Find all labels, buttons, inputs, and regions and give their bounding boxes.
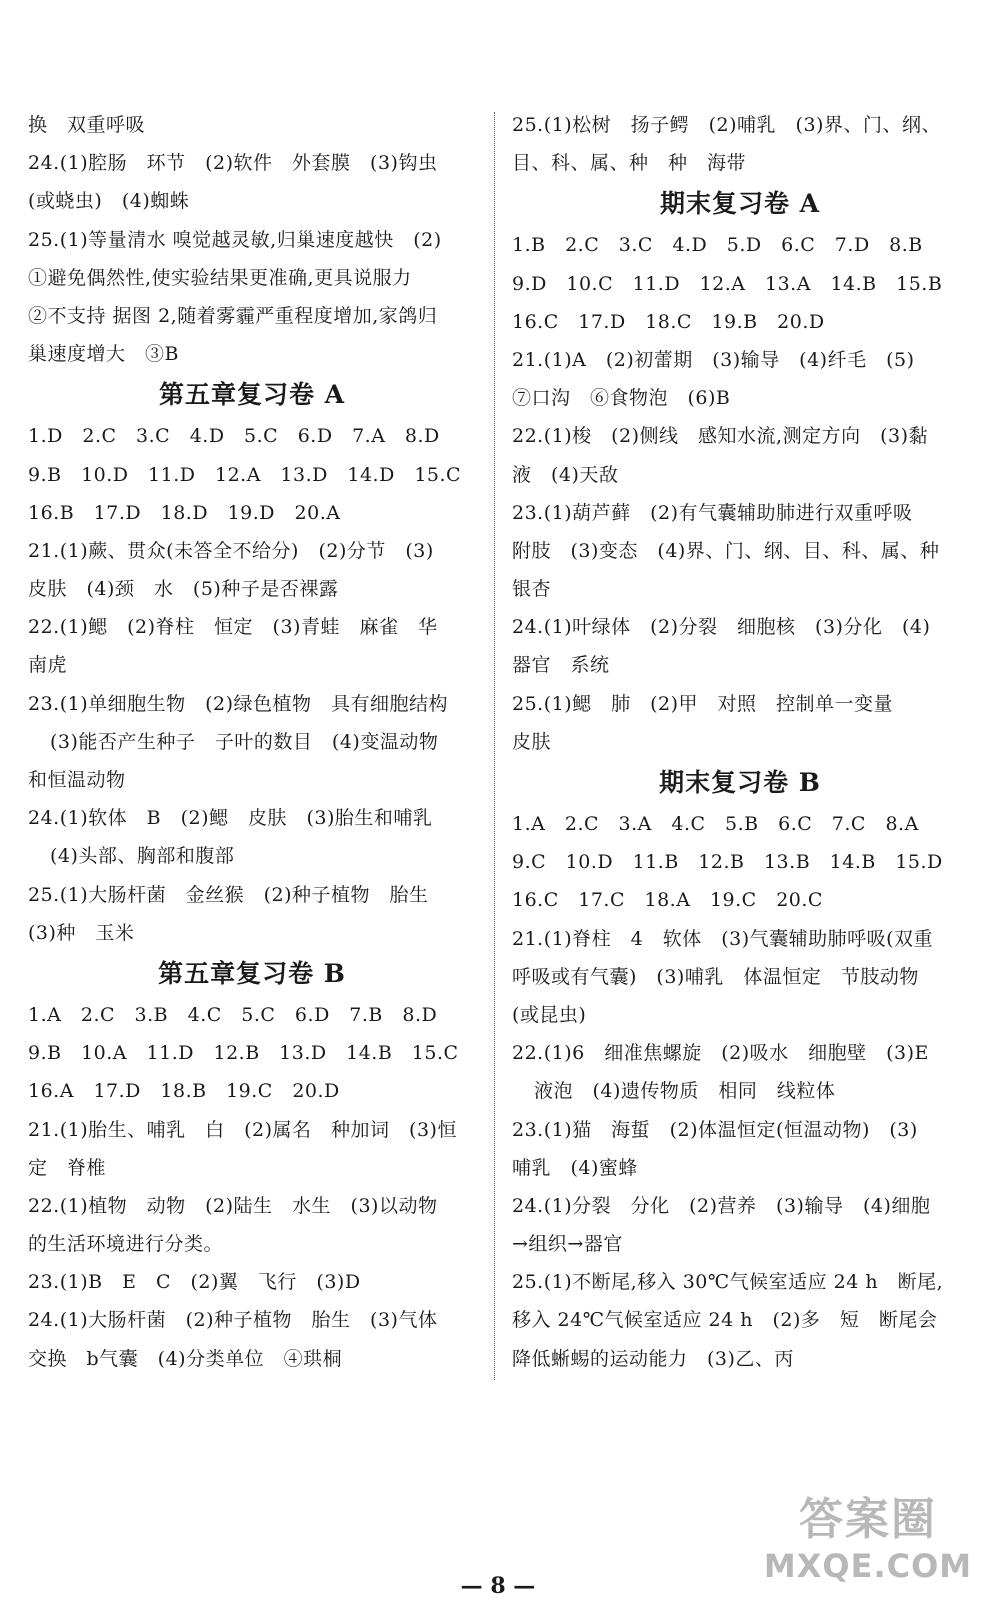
section-title: 期末复习卷 B <box>659 768 821 797</box>
answer-line: 24.(1)软体 B (2)鳃 皮肤 (3)胎生和哺乳 <box>28 807 433 830</box>
answer-line: 附肢 (3)变态 (4)界、门、纲、目、科、属、种 <box>512 539 940 562</box>
answer-line: 24.(1)分裂 分化 (2)营养 (3)输导 (4)细胞 <box>512 1194 931 1217</box>
answer-line: 22.(1)梭 (2)侧线 感知水流,测定方向 (3)黏 <box>512 425 928 448</box>
answer-line: 21.(1)脊柱 4 软体 (3)气囊辅助肺呼吸(双重 <box>512 927 934 950</box>
answer-line: 液 (4)天敌 <box>512 463 619 486</box>
answer-line: 南虎 <box>28 654 68 677</box>
answer-line: 目、科、属、种 种 海带 <box>512 152 747 175</box>
answer-line: 移入 24℃气候室适应 24 h (2)多 短 断尾会 <box>512 1309 938 1332</box>
answer-line: 液泡 (4)遗传物质 相同 线粒体 <box>534 1080 836 1103</box>
column-divider <box>494 112 495 1380</box>
answer-line: 皮肤 <box>512 730 552 753</box>
answer-line: 9.B 10.D 11.D 12.A 13.D 14.D 15.C <box>28 463 462 486</box>
answer-line: 9.C 10.D 11.B 12.B 13.B 14.B 15.D <box>512 851 943 874</box>
answer-line: (或昆虫) <box>512 1003 587 1026</box>
answer-line: 23.(1)猫 海蜇 (2)体温恒定(恒温动物) (3) <box>512 1118 918 1141</box>
answer-line: ⑦口沟 ⑥食物泡 (6)B <box>512 387 731 410</box>
answer-line: 哺乳 (4)蜜蜂 <box>512 1156 638 1179</box>
answer-line: 换 双重呼吸 <box>28 114 146 136</box>
answer-line: (或蛲虫) (4)蜘蛛 <box>28 190 190 213</box>
answer-line: 和恒温动物 <box>28 769 126 791</box>
answer-line: 16.C 17.D 18.C 19.B 20.D <box>512 310 825 333</box>
answer-line: 24.(1)叶绿体 (2)分裂 细胞核 (3)分化 (4) <box>512 616 931 639</box>
answer-line: 的生活环境进行分类。 <box>28 1233 224 1256</box>
answer-line: (3)能否产生种子 子叶的数目 (4)变温动物 <box>50 730 439 753</box>
answer-line: 21.(1)胎生、哺乳 白 (2)属名 种加词 (3)恒 <box>28 1118 457 1141</box>
answer-line: 16.B 17.D 18.D 19.D 20.A <box>28 501 341 524</box>
left-column <box>28 106 476 1378</box>
answer-line: 23.(1)葫芦藓 (2)有气囊辅助肺进行双重呼吸 <box>512 501 913 524</box>
answer-line: 1.A 2.C 3.B 4.C 5.C 6.D 7.B 8.D <box>28 1003 438 1026</box>
answer-line: 呼吸或有气囊) (3)哺乳 体温恒定 节肢动物 <box>512 965 919 988</box>
answer-line: 器官 系统 <box>512 654 610 677</box>
answer-line: 25.(1)不断尾,移入 30℃气候室适应 24 h 断尾, <box>512 1271 944 1294</box>
answer-line: 22.(1)鳃 (2)脊柱 恒定 (3)青蛙 麻雀 华 <box>28 616 438 639</box>
answer-line: 1.A 2.C 3.A 4.C 5.B 6.C 7.C 8.A <box>512 813 919 835</box>
watermark-line2: MXQE.COM <box>763 1547 973 1585</box>
answer-line: 1.D 2.C 3.C 4.D 5.C 6.D 7.A 8.D <box>28 425 440 448</box>
answer-line: 交换 b气囊 (4)分类单位 ④珙桐 <box>28 1347 343 1370</box>
answer-line: 23.(1)B E C (2)翼 飞行 (3)D <box>28 1271 361 1294</box>
answer-line: 9.B 10.A 11.D 12.B 13.D 14.B 15.C <box>28 1042 459 1065</box>
answer-line: 25.(1)大肠杆菌 金丝猴 (2)种子植物 胎生 <box>28 883 429 906</box>
watermark-line1: 答案圈 <box>799 1494 937 1545</box>
answer-line: 巢速度增大 ③B <box>28 343 179 366</box>
answer-line: (3)种 玉米 <box>28 921 135 944</box>
answer-line: 9.D 10.C 11.D 12.A 13.A 14.B 15.B <box>512 272 943 295</box>
answer-line: ①避免偶然性,使实验结果更准确,更具说服力 <box>28 266 412 289</box>
answer-line: →组织→器官 <box>512 1233 623 1256</box>
answer-line: (4)头部、胸部和腹部 <box>50 845 235 868</box>
answer-line: 21.(1)蕨、贯众(未答全不给分) (2)分节 (3) <box>28 539 434 562</box>
answer-line: 银杏 <box>512 578 552 601</box>
answer-line: 16.C 17.C 18.A 19.C 20.C <box>512 889 823 912</box>
answer-line: 16.A 17.D 18.B 19.C 20.D <box>28 1080 340 1103</box>
answer-line: 25.(1)鳃 肺 (2)甲 对照 控制单一变量 <box>512 692 894 715</box>
answer-line: 22.(1)植物 动物 (2)陆生 水生 (3)以动物 <box>28 1194 438 1217</box>
answer-line: 1.B 2.C 3.C 4.D 5.D 6.C 7.D 8.B <box>512 234 923 257</box>
answer-line: 21.(1)A (2)初蕾期 (3)输导 (4)纤毛 (5) <box>512 348 915 371</box>
right-column <box>512 106 968 1378</box>
answer-line: 25.(1)等量清水 嗅觉越灵敏,归巢速度越快 (2) <box>28 228 442 251</box>
page-number: — 8 — <box>460 1573 536 1599</box>
section-title: 第五章复习卷 B <box>158 958 346 988</box>
answer-line: 24.(1)大肠杆菌 (2)种子植物 胎生 (3)气体 <box>28 1309 438 1332</box>
answer-line: 降低蜥蜴的运动能力 (3)乙、丙 <box>512 1347 794 1370</box>
answer-line: ②不支持 据图 2,随着雾霾严重程度增加,家鸽归 <box>28 304 438 327</box>
answer-line: 24.(1)腔肠 环节 (2)软件 外套膜 (3)钩虫 <box>28 152 438 175</box>
answer-line: 定 脊椎 <box>28 1156 107 1179</box>
section-title: 第五章复习卷 A <box>158 380 346 410</box>
answer-line: 皮肤 (4)颈 水 (5)种子是否裸露 <box>28 578 339 601</box>
answer-line: 23.(1)单细胞生物 (2)绿色植物 具有细胞结构 <box>28 692 449 715</box>
answer-line: 25.(1)松树 扬子鳄 (2)哺乳 (3)界、门、纲、 <box>512 114 941 136</box>
watermark-logo <box>758 1492 978 1592</box>
answer-line: 22.(1)6 细准焦螺旋 (2)吸水 细胞壁 (3)E <box>512 1042 929 1065</box>
section-title: 期末复习卷 A <box>659 189 821 219</box>
